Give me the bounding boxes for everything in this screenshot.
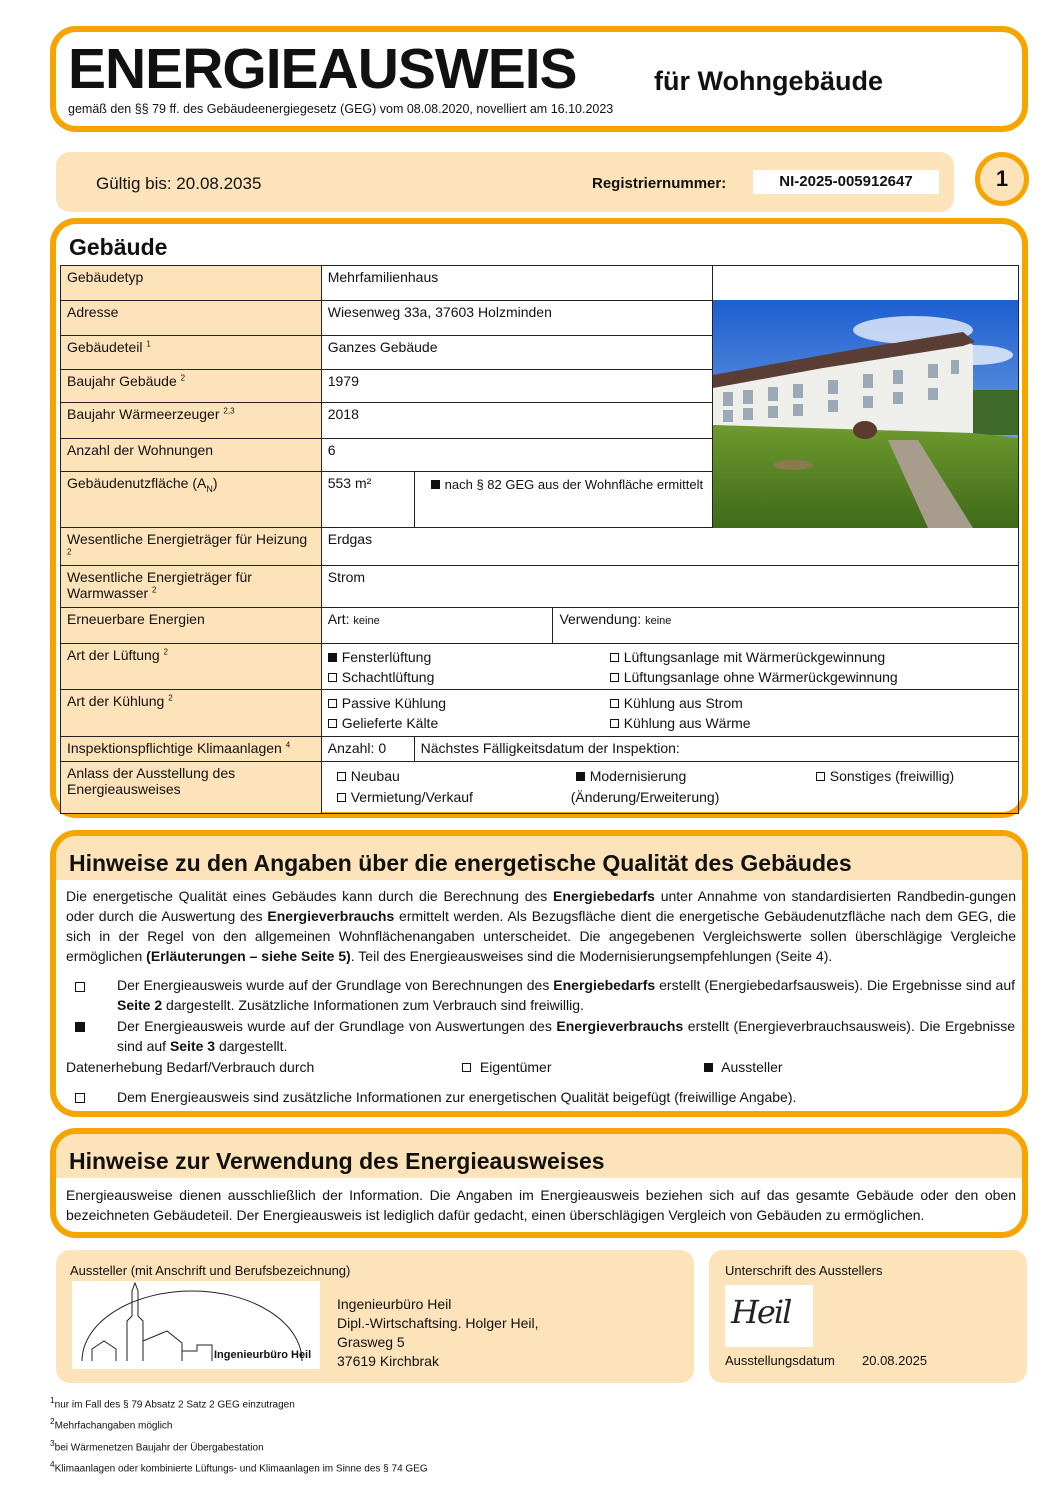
footnote-2: $^2$Mehrfachangaben möglich bbox=[50, 1416, 173, 1432]
ac-label: Inspektionspflichtige Klimaanlagen $^4$ bbox=[61, 737, 322, 762]
reason-new-checkbox[interactable] bbox=[337, 772, 346, 781]
reason-modernisation-detail: (Änderung/Erweiterung) bbox=[570, 789, 720, 805]
reason-other-checkbox[interactable] bbox=[816, 772, 825, 781]
issuer-line-2: Dipl.-Wirtschaftsing. Holger Heil, bbox=[337, 1315, 539, 1331]
legal-basis: gemäß den §§ 79 ff. des Gebäudeenergiegesetz (GEG) vom 08.08.2020, novelliert am 16.10.2023 bbox=[68, 102, 614, 116]
consumption-option-text: Der Energieausweis wurde auf der Grundlage von Auswertungen des Energieverbrauchs erstellt (Energieverbrauchsausweis). Die Ergebnisse sind auf Seite 3 dargestellt. bbox=[117, 1018, 1015, 1054]
type-value: Mehrfamilienhaus bbox=[321, 266, 712, 301]
address-label: Adresse bbox=[61, 301, 322, 336]
cool-passive-checkbox[interactable] bbox=[328, 699, 337, 708]
heater-year-value: 2018 bbox=[321, 403, 712, 439]
photo-cell bbox=[713, 266, 1019, 528]
building-part-label: Gebäudeteil $^1$ bbox=[61, 336, 322, 370]
notes-intro: Die energetische Qualität eines Gebäudes kann durch die Berechnung des Energiebedarfs unter Annahme von standardisierten Randbedin-gungen oder durch die Auswertung des Energieverbrauchs ermittelt werden. Als Bezugsfläche dient die energetische Gebäudenutzfläche nach dem GEG, die sich in der Regel von den allgemeinen Wohnflächenangaben unterscheidet. Die angegebenen Vergleichswerte sollen überschlägige Vergleiche ermöglichen (Erläuterungen – siehe Seite 5). Teil des Energieausweises sind die Modernisierungsempfehlungen (Seite 4). bbox=[66, 888, 1016, 964]
data-issuer-checkbox[interactable] bbox=[704, 1063, 713, 1072]
vent-no-heat-recovery-checkbox[interactable] bbox=[610, 673, 619, 682]
issuer-box bbox=[56, 1250, 694, 1383]
validity-bar bbox=[56, 152, 954, 212]
issuer-line-3: Grasweg 5 bbox=[337, 1334, 405, 1350]
page-number-badge: 1 bbox=[975, 152, 1029, 206]
building-part-value: Ganzes Gebäude bbox=[321, 336, 712, 370]
units-label: Anzahl der Wohnungen bbox=[61, 439, 322, 472]
issuer-logo-text: Ingenieurbüro Heil bbox=[214, 1349, 312, 1361]
reason-new[interactable]: Neubau bbox=[337, 766, 400, 786]
vent-heat-recovery-checkbox[interactable] bbox=[610, 653, 619, 662]
demand-option-checkbox[interactable] bbox=[75, 982, 85, 992]
valid-until: Gültig bis: 20.08.2035 bbox=[96, 174, 262, 193]
registration-number: NI-2025-005912647 bbox=[753, 170, 939, 194]
reason-options bbox=[321, 762, 1018, 814]
vent-window[interactable]: Fensterlüftung bbox=[328, 647, 707, 667]
issue-date-label: Ausstellungsdatum bbox=[725, 1353, 835, 1368]
ventilation-label: Art der Lüftung $^2$ bbox=[61, 644, 322, 690]
issuer-address bbox=[337, 1295, 539, 1371]
footnote-4: $^4$Klimaanlagen oder kombinierte Lüftungs- und Klimaanlagen im Sinne des § 74 GEG bbox=[50, 1458, 428, 1475]
issue-date-value: 20.08.2025 bbox=[862, 1353, 928, 1368]
usage-section bbox=[50, 1128, 1028, 1238]
registration-label: Registriernummer: bbox=[592, 175, 727, 192]
cool-heat[interactable]: Kühlung aus Wärme bbox=[610, 713, 1012, 733]
address-value: Wiesenweg 33a, 37603 Holzminden bbox=[321, 301, 712, 336]
data-owner-option[interactable]: Eigentümer bbox=[462, 1059, 551, 1075]
building-title: Gebäude bbox=[69, 234, 168, 260]
units-value: 6 bbox=[321, 439, 712, 472]
building-photo bbox=[713, 300, 1018, 528]
issuer-label: Aussteller (mit Anschrift und Berufsbezeichnung) bbox=[70, 1263, 351, 1278]
extra-info-text: Dem Energieausweis sind zusätzliche Informationen zur energetischen Qualität beigefügt (freiwillige Angabe). bbox=[117, 1089, 797, 1105]
vent-shaft[interactable]: Schachtlüftung bbox=[328, 667, 707, 687]
renewable-use: Verwendung: keine bbox=[553, 608, 1019, 644]
construction-year-label: Baujahr Gebäude $^2$ bbox=[61, 370, 322, 403]
footnote-3: $^3$bei Wärmenetzen Baujahr der Übergabestation bbox=[50, 1437, 264, 1453]
ac-next-inspection: Nächstes Fälligkeitsdatum der Inspektion: bbox=[414, 737, 1018, 762]
cool-delivered-checkbox[interactable] bbox=[328, 719, 337, 728]
cool-delivered[interactable]: Gelieferte Kälte bbox=[328, 713, 707, 733]
vent-no-heat-recovery[interactable]: Lüftungsanlage ohne Wärmerückgewinnung bbox=[610, 667, 1012, 687]
water-carrier-label: Wesentliche Energieträger für Warmwasser $^2$ bbox=[61, 566, 322, 608]
data-owner-checkbox[interactable] bbox=[462, 1063, 471, 1072]
water-carrier-value: Strom bbox=[321, 566, 1018, 608]
heating-carrier-value: Erdgas bbox=[321, 528, 1018, 566]
footnote-1: $^1$nur im Fall des § 79 Absatz 2 Satz 2 GEG einzutragen bbox=[50, 1395, 295, 1411]
reason-modernisation-checkbox[interactable] bbox=[576, 772, 585, 781]
vent-window-checkbox[interactable] bbox=[328, 653, 337, 662]
document-title: ENERGIEAUSWEIS bbox=[68, 37, 577, 101]
header-frame bbox=[50, 26, 1028, 132]
ac-count: Anzahl: 0 bbox=[321, 737, 414, 762]
reason-label: Anlass der Ausstellung des Energieausweises bbox=[61, 762, 322, 814]
renewable-label: Erneuerbare Energien bbox=[61, 608, 322, 644]
data-collection-label: Datenerhebung Bedarf/Verbrauch durch bbox=[66, 1059, 315, 1075]
cool-electric[interactable]: Kühlung aus Strom bbox=[610, 693, 1012, 713]
extra-info-checkbox[interactable] bbox=[75, 1093, 85, 1103]
footnotes bbox=[50, 1392, 428, 1477]
vent-shaft-checkbox[interactable] bbox=[328, 673, 337, 682]
notes-section bbox=[50, 830, 1028, 1117]
cool-heat-checkbox[interactable] bbox=[610, 719, 619, 728]
consumption-option-checkbox[interactable] bbox=[75, 1022, 85, 1032]
signature-label: Unterschrift des Ausstellers bbox=[725, 1263, 883, 1278]
reason-modernisation[interactable]: Modernisierung bbox=[576, 766, 687, 786]
type-label: Gebäudetyp bbox=[61, 266, 322, 301]
reason-other[interactable]: Sonstiges (freiwillig) bbox=[816, 766, 954, 786]
floor-area-value: 553 m² bbox=[321, 472, 414, 528]
reason-rent-sale-checkbox[interactable] bbox=[337, 793, 346, 802]
signature-handwriting: Heil bbox=[731, 1293, 791, 1331]
floor-area-note: nach § 82 GEG aus der Wohnfläche ermittelt bbox=[414, 472, 713, 528]
construction-year-value: 1979 bbox=[321, 370, 712, 403]
usage-title: Hinweise zur Verwendung des Energieausweises bbox=[69, 1148, 605, 1174]
data-issuer-option[interactable]: Aussteller bbox=[704, 1059, 783, 1075]
issuer-logo bbox=[72, 1281, 320, 1369]
signature-image bbox=[725, 1285, 813, 1347]
reason-rent-sale[interactable]: Vermietung/Verkauf bbox=[337, 787, 473, 807]
area-note-checkbox bbox=[431, 480, 440, 489]
cool-passive[interactable]: Passive Kühlung bbox=[328, 693, 707, 713]
cool-electric-checkbox[interactable] bbox=[610, 699, 619, 708]
heater-year-label: Baujahr Wärmeerzeuger $^{2,3}$ bbox=[61, 403, 322, 439]
cooling-label: Art der Kühlung $^2$ bbox=[61, 690, 322, 737]
issuer-line-1: Ingenieurbüro Heil bbox=[337, 1296, 452, 1312]
ventilation-options-right bbox=[623, 644, 1019, 690]
building-table bbox=[60, 265, 1019, 814]
heating-carrier-label: Wesentliche Energieträger für Heizung $^2$ bbox=[61, 528, 322, 566]
notes-title: Hinweise zu den Angaben über die energetische Qualität des Gebäudes bbox=[69, 850, 852, 876]
usage-text: Energieausweise dienen ausschließlich der Information. Die Angaben im Energieausweis beziehen sich auf das gesamte Gebäude oder den oben bezeichneten Gebäudeteil. Der Energieausweis ist lediglich dafür gedacht, einen überschlägigen Vergleich von Gebäuden zu ermöglichen. bbox=[66, 1187, 1016, 1223]
vent-heat-recovery[interactable]: Lüftungsanlage mit Wärmerückgewinnung bbox=[610, 647, 1012, 667]
signature-box bbox=[709, 1250, 1027, 1383]
floor-area-label: Gebäudenutzfläche $(A_N)$ bbox=[61, 472, 322, 528]
cooling-options-right bbox=[623, 690, 1019, 737]
demand-option-text: Der Energieausweis wurde auf der Grundlage von Berechnungen des Energiebedarfs erstellt (Energiebedarfsausweis). Die Ergebnisse sind auf Seite 2 dargestellt. Zusätzliche Informationen zum Verbrauch sind freiwillig. bbox=[117, 977, 1015, 1013]
renewable-type: Art: keine bbox=[321, 608, 553, 644]
document-subtitle: für Wohngebäude bbox=[654, 66, 883, 96]
issuer-line-4: 37619 Kirchbrak bbox=[337, 1353, 439, 1369]
